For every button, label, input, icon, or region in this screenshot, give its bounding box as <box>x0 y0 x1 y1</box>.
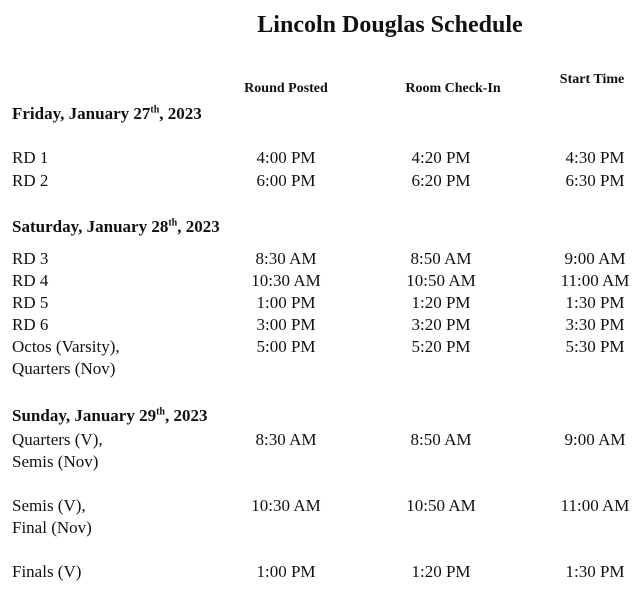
room-check-in-time: 6:20 PM <box>411 171 471 190</box>
round-posted-time: 3:00 PM <box>256 315 316 334</box>
round-posted-time: 1:00 PM <box>256 562 316 581</box>
room-check-in-time: 5:20 PM <box>411 337 471 356</box>
room-check-in-time: 8:50 AM <box>410 430 472 449</box>
start-time: 11:00 AM <box>560 271 630 290</box>
round-posted-time: 1:00 PM <box>256 293 316 312</box>
start-time: 5:30 PM <box>565 337 625 356</box>
start-time: 11:00 AM <box>560 496 630 515</box>
round-posted-time: 4:00 PM <box>256 148 316 167</box>
start-time: 4:30 PM <box>565 148 625 167</box>
room-check-in-time: 1:20 PM <box>411 562 471 581</box>
round-posted-time: 5:00 PM <box>256 337 316 356</box>
round-label: RD 3 <box>12 249 49 268</box>
round-label: RD 5 <box>12 293 49 312</box>
start-time: 1:30 PM <box>565 562 625 581</box>
round-label: RD 1 <box>12 148 49 167</box>
round-label: RD 2 <box>12 171 49 190</box>
start-time: 9:00 AM <box>564 430 626 449</box>
start-time: 6:30 PM <box>565 171 625 190</box>
round-label: RD 6 <box>12 315 49 334</box>
room-check-in-time: 8:50 AM <box>410 249 472 268</box>
day-heading-saturday: Saturday, January 28th, 2023 <box>12 217 220 236</box>
room-check-in-time: 10:50 AM <box>406 271 476 290</box>
start-time: 9:00 AM <box>564 249 626 268</box>
room-check-in-time: 10:50 AM <box>406 496 476 515</box>
round-label-continued: Quarters (Nov) <box>12 359 116 378</box>
round-posted-time: 8:30 AM <box>255 430 317 449</box>
round-posted-time: 6:00 PM <box>256 171 316 190</box>
column-header-room-check-in: Room Check-In <box>405 81 501 96</box>
round-posted-time: 10:30 AM <box>251 496 321 515</box>
start-time: 3:30 PM <box>565 315 625 334</box>
round-label: Finals (V) <box>12 562 82 581</box>
round-label: RD 4 <box>12 271 49 290</box>
round-label-continued: Final (Nov) <box>12 518 92 537</box>
round-label-continued: Semis (Nov) <box>12 452 99 471</box>
room-check-in-time: 3:20 PM <box>411 315 471 334</box>
page-title: Lincoln Douglas Schedule <box>257 12 523 38</box>
round-posted-time: 10:30 AM <box>251 271 321 290</box>
round-label: Semis (V), <box>12 496 86 515</box>
day-heading-sunday: Sunday, January 29th, 2023 <box>12 406 208 425</box>
day-heading-friday: Friday, January 27th, 2023 <box>12 104 202 123</box>
start-time: 1:30 PM <box>565 293 625 312</box>
round-label: Octos (Varsity), <box>12 337 120 356</box>
column-header-start-time: Start Time <box>559 72 625 87</box>
room-check-in-time: 4:20 PM <box>411 148 471 167</box>
round-posted-time: 8:30 AM <box>255 249 317 268</box>
round-label: Quarters (V), <box>12 430 103 449</box>
room-check-in-time: 1:20 PM <box>411 293 471 312</box>
column-header-round-posted: Round Posted <box>244 81 328 96</box>
